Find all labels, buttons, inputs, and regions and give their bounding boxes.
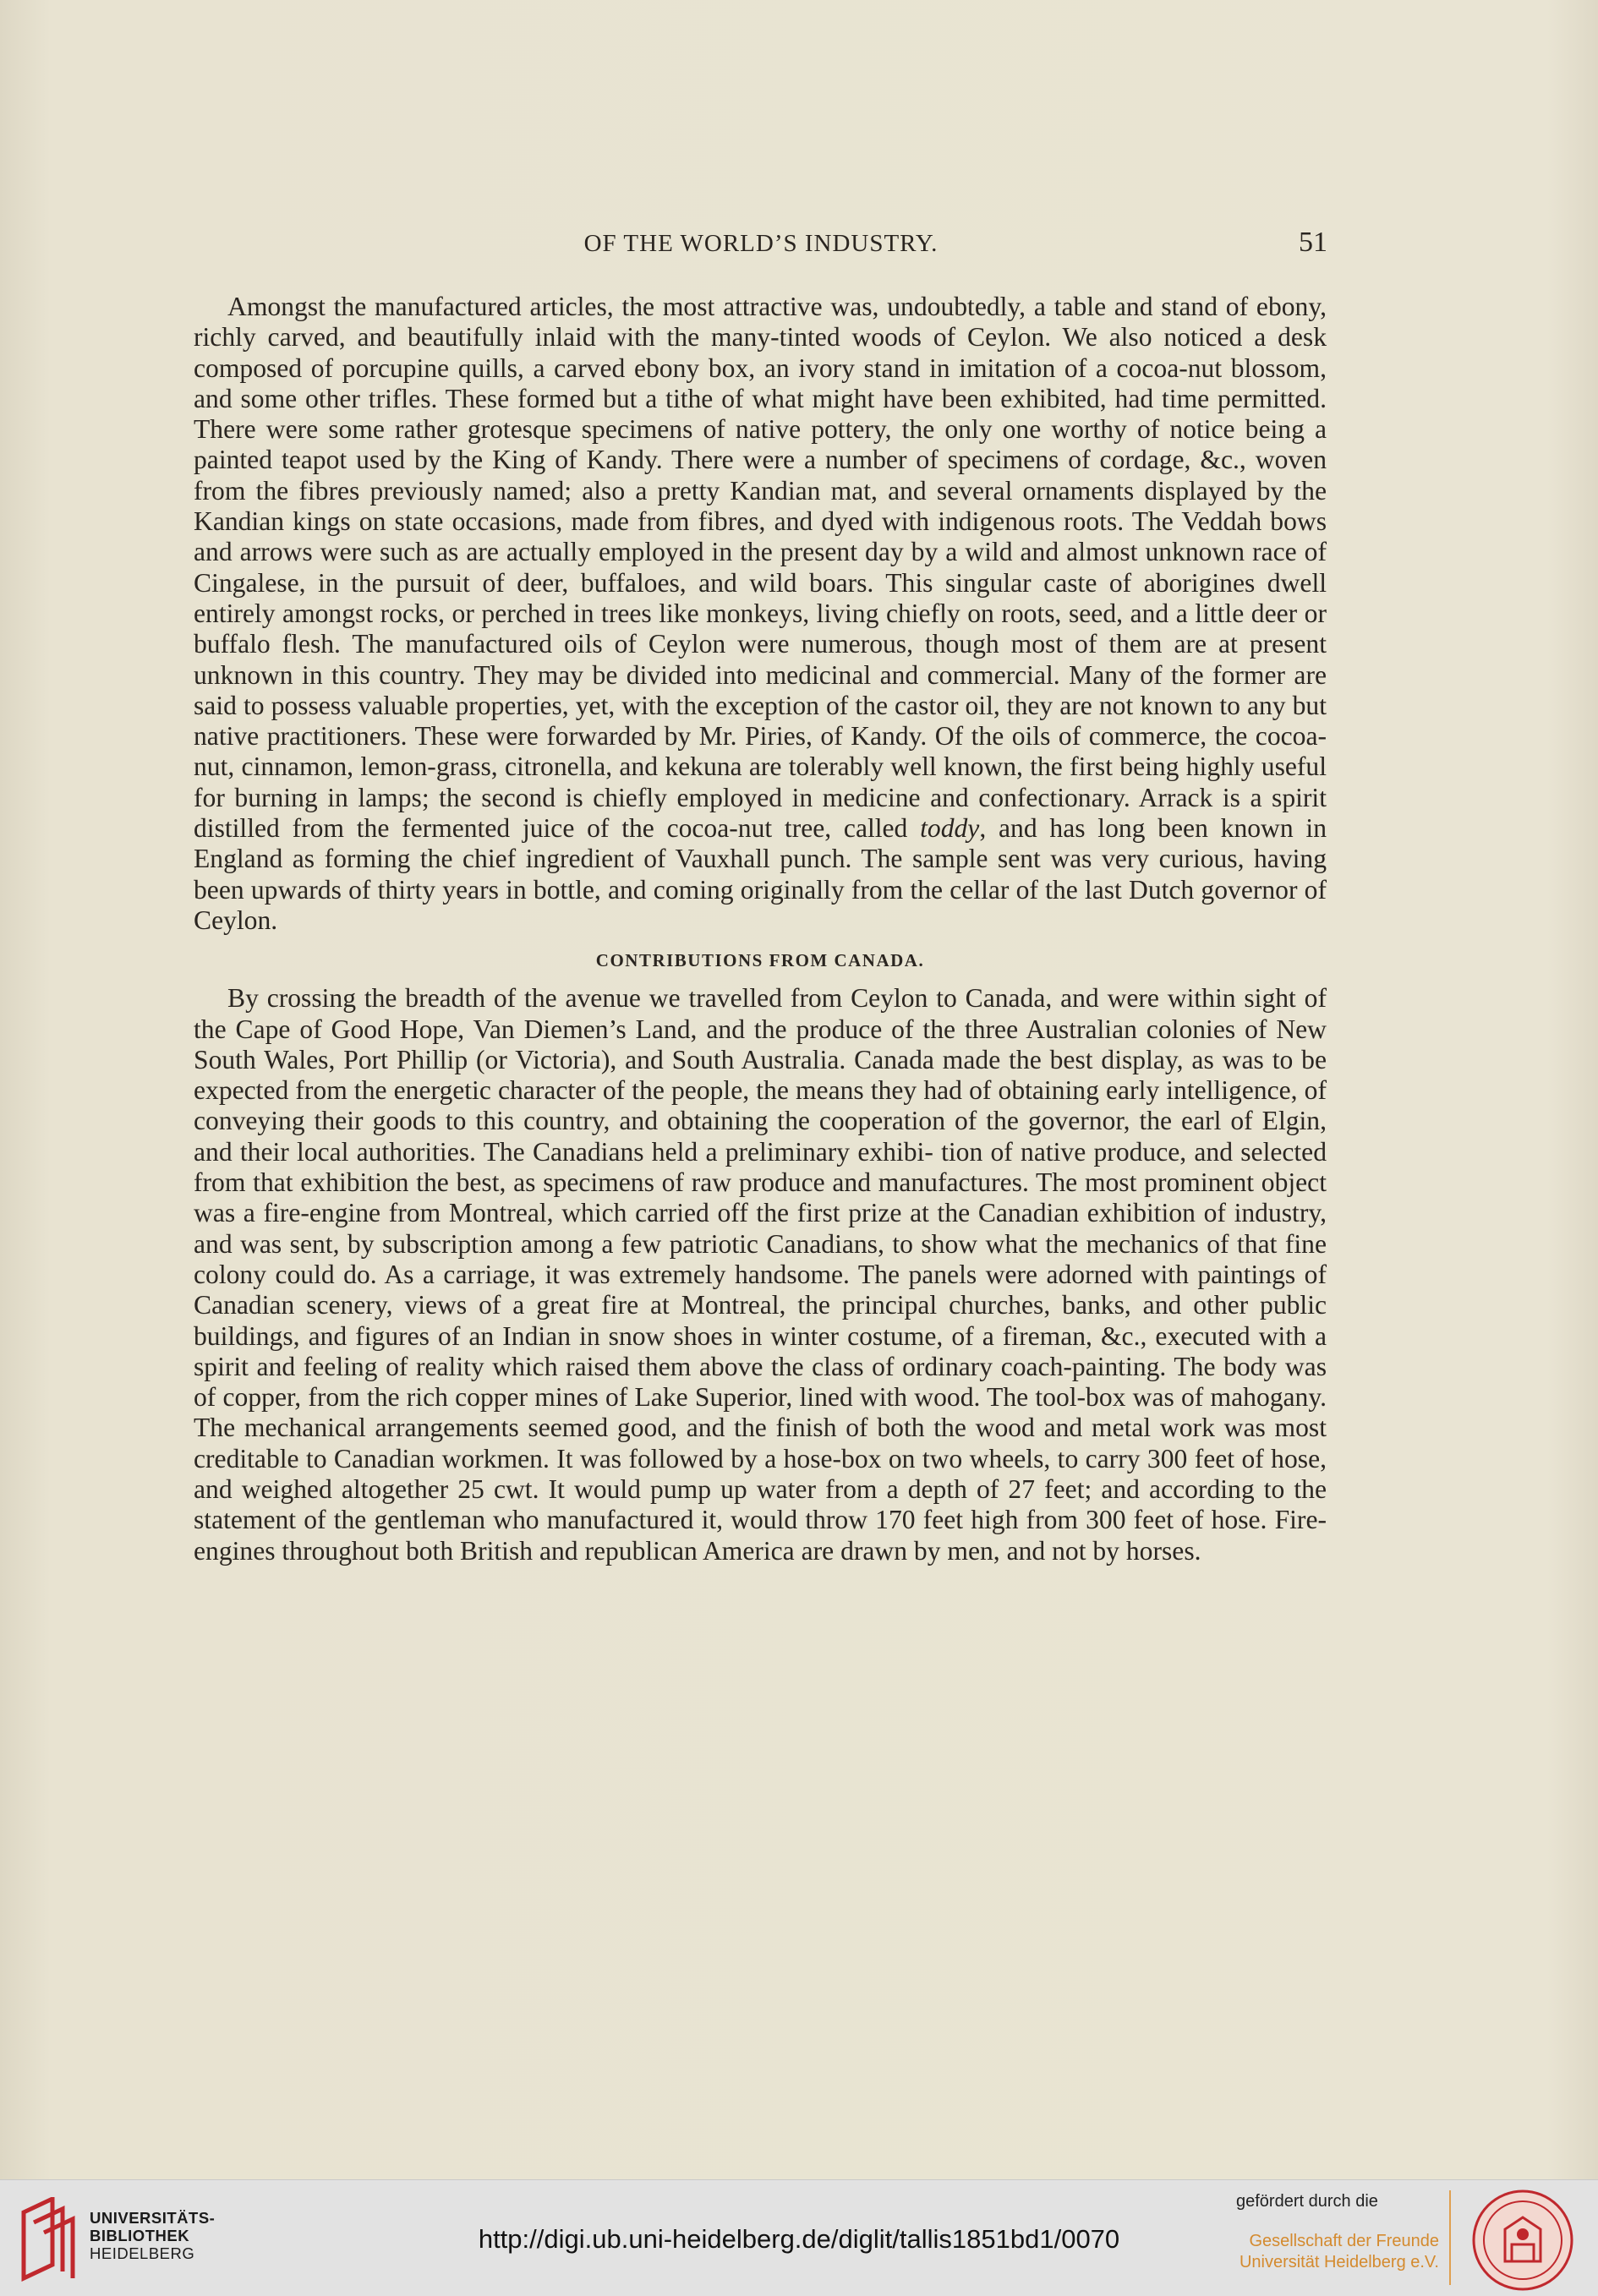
library-name-line: HEIDELBERG: [90, 2244, 195, 2262]
running-title: OF THE WORLD’S INDUSTRY.: [583, 230, 939, 257]
page-number: 51: [1299, 227, 1327, 258]
body-text: [194, 292, 1327, 1566]
footer-bar: [0, 2179, 1598, 2296]
sponsor-name-line: Gesellschaft der Freunde: [1249, 2232, 1439, 2250]
italic-term: toddy: [920, 813, 980, 844]
university-seal-icon: [1471, 2189, 1574, 2292]
page-header: [194, 227, 1327, 272]
permalink-url[interactable]: http://digi.ub.uni-heidelberg.de/diglit/tallis1851bd1/0070: [478, 2224, 1120, 2254]
paragraph-ceylon: [194, 292, 1327, 936]
sponsor-name-line: Universität Heidelberg e.V.: [1239, 2253, 1439, 2271]
paragraph-canada: By crossing the breadth of the avenue we travelled from Ceylon to Canada, and were within sight of the Cape of Good Hope, Van Diemen’s Land, and the produce of the three Australian colonies of New South Wales, Port Phillip (or Victoria), and South Australia. Canada made the best display, as was to be expected from the energetic character of the people, the means they had of obtaining early intelligence, of conveying their goods to this country, and obtaining the cooperation of the governor, the earl of Elgin, and their local authorities. The Canadians held a preliminary exhibi- tion of native produce, and selected from that exhibition the best, as specimens of raw produce and manufactures. The most prominent object was a fire-engine from Montreal, which carried off the first prize at the Canadian exhibition of industry, and was sent, by subscription among a few patriotic Canadians, to show what the mechanics of that fine colony could do. As a carriage, it was extremely handsome. The panels were adorned with paintings of Canadian scenery, views of a great fire at Montreal, the principal churches, banks, and other public buildings, and figures of an Indian in snow shoes in winter costume, of a fireman, &c., executed with a spirit and feeling of reality which raised them above the class of ordinary coach-painting. The body was of copper, from the rich copper mines of Lake Superior, lined with wood. The tool-box was of mahogany. The mechanical arrangements seemed good, and the finish of both the wood and metal work was most creditable to Canadian workmen. It was followed by a hose-box on two wheels, to carry 300 feet of hose, and weighed altogether 25 cwt. It would pump up water from a depth of 27 feet; and according to the statement of the gentleman who manufactured it, would throw 170 feet high from 300 feet of hose. Fire-engines throughout both British and republican America are drawn by men, and not by horses.: [194, 983, 1327, 1566]
paragraph-text: , and has long been known in England as forming the chief ingredient of Vauxhall punch. The sample sent was very curious, having been upwards of thirty years in bottle, and coming originally from the cellar of the last Dutch governor of Ceylon.: [194, 813, 1327, 935]
sponsor-caption: gefördert durch die: [1236, 2192, 1378, 2211]
sponsor-divider: [1449, 2190, 1451, 2285]
paragraph-text: Amongst the manufactured articles, the most attractive was, undoubtedly, a table and stand of ebony, richly carved, and beautifully inlaid with the many-tinted woods of Ceylon. We also noticed a desk composed of porcupine quills, a carved ebony box, an ivory stand in imitation of a cocoa-nut blossom, and some other trifles. These formed but a tithe of what might have been exhibited, had time permitted. There were some rather grotesque specimens of native pottery, the only one worthy of notice being a painted teapot used by the King of Kandy. There were a number of specimens of cordage, &c., woven from the fibres previously named; also a pretty Kandian mat, and several ornaments displayed by the Kandian kings on state occasions, made from fibres, and dyed with indigenous roots. The Veddah bows and arrows were such as are actually employed in the present day by a wild and almost unknown race of Cingalese, in the pursuit of deer, buffaloes, and wild boars. This singular caste of aborigines dwell entirely amongst rocks, or perched in trees like monkeys, living chiefly on roots, seed, and a little deer or buffalo flesh. The manufactured oils of Ceylon were numerous, though most of them are at present unknown in this country. They may be divided into medicinal and commercial. Many of the former are said to possess valuable properties, yet, with the exception of the castor oil, they are not known to any but native practitioners. These were forwarded by Mr. Piries, of Kandy. Of the oils of commerce, the cocoa-nut, cinnamon, lemon-grass, citronella, and kekuna are tolerably well known, the first being highly useful for burning in lamps; the second is chiefly employed in medicine and confectionary. Arrack is a spirit distilled from the fermented juice of the cocoa-nut tree, called: [194, 292, 1327, 844]
section-heading: CONTRIBUTIONS FROM CANADA.: [595, 950, 925, 971]
library-name-line: UNIVERSITÄTS-: [90, 2209, 216, 2227]
sponsor-name: [1218, 2231, 1439, 2273]
library-name-line: BIBLIOTHEK: [90, 2227, 190, 2244]
